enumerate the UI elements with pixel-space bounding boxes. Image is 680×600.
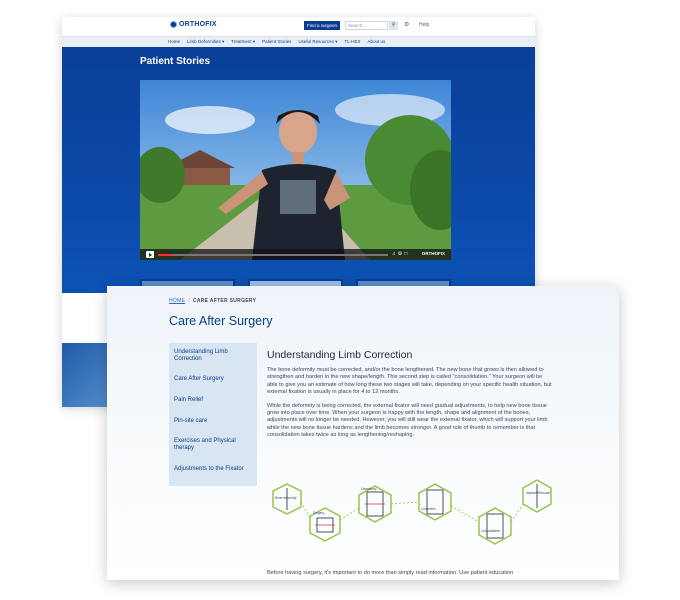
care-after-surgery-page [107,286,619,580]
breadcrumb-separator: / [188,298,190,304]
footer-paragraph: Before having surgery, it's important to do more than simply read information. Use patient education [267,570,514,576]
paragraph: While the deformity is being corrected, the external fixator will need gradual adjustments, to help new bone tissue grow into place over time. When your surgeon is happy with the length, shape and alignment of the bones, adjustments will no longer be needed. However, you will still wear the external fixator, which will support your limb while the new bone tissue hardens and the limb becomes stronger. A good rule of thumb to remember is that consolidation takes twice as long as lengthening/reshaping. [267,402,548,439]
nav-item[interactable]: Patient Stories [262,39,292,44]
hero-section [62,47,535,293]
nav-item[interactable]: Treatment ▾ [231,39,256,44]
video-frame-image [140,80,451,260]
video-progress-bar[interactable] [158,254,388,256]
search-input[interactable]: Search... [345,21,388,30]
video-brand-label: ORTHOFIX [421,251,445,256]
nav-item[interactable]: Home [168,39,181,44]
breadcrumb-home-link[interactable]: HOME [169,298,186,304]
sidebar-item-pin-site-care[interactable]: Pin-site care [174,418,208,424]
article-content [267,349,553,446]
find-surgeon-button[interactable]: Find a surgeon [304,21,340,30]
video-controls [140,249,451,260]
logo-mark-icon [170,21,177,28]
nav-item[interactable]: About us [367,39,386,44]
sidebar-nav [169,343,257,486]
sidebar-item-adjustments-fixator[interactable]: Adjustments to the Fixator [174,466,244,472]
section-title: Understanding Limb Correction [267,349,413,361]
accessibility-icon[interactable]: ⚙ [404,22,410,28]
help-link[interactable]: Help [419,22,430,28]
breadcrumb [169,298,256,304]
orthofix-logo[interactable] [170,21,217,28]
diagram-label: Correction [421,507,436,511]
paragraph: The bone deformity must be corrected, and/or the bone lengthened. The new bone that grows is then allowed to strengthen and harden in the new shape/length. This second step is called "consolidation." Your surgeon will be able to give you an estimate of how long these two stages will take, depending on your specific health situation, but external fixation is usually in place for 4 to 12 months. [267,367,552,396]
diagram-label: Bone deformity [275,496,297,500]
breadcrumb-current: CARE AFTER SURGERY [192,298,257,304]
hexagon-consolidation [479,508,511,544]
logo-text: ORTHOFIX [179,21,217,28]
page-title: Care After Surgery [169,314,273,328]
hero-title: Patient Stories [140,56,211,67]
nav-item[interactable]: Limb Deformities ▾ [187,39,225,44]
sidebar-item-understanding-limb-correction[interactable]: Understanding Limb Correction [174,349,228,362]
nav-item[interactable]: TL-HEX [344,39,361,44]
sidebar-item-care-after-surgery[interactable]: Care After Surgery [174,376,224,382]
hexagon-correction [419,484,451,520]
diagram-label: Osteotomy [361,487,377,491]
limb-correction-diagram [265,478,555,560]
sidebar-item-exercises-physical-therapy[interactable]: Exercises and Physical therapy [174,438,236,451]
sidebar-item-pain-relief[interactable]: Pain Relief [174,397,204,403]
site-header [62,17,535,36]
search-icon[interactable]: ⚲ [389,21,398,30]
play-icon[interactable] [146,251,154,258]
volume-settings-fullscreen-icons[interactable]: ♫⚙□ [392,251,410,257]
diagram-label: Implant Removal [526,491,550,495]
nav-item[interactable]: Useful Resources ▾ [298,39,338,44]
diagram-label: Consolidation [481,529,501,533]
diagram-label: Surgery [313,511,325,515]
video-player[interactable] [140,80,451,260]
